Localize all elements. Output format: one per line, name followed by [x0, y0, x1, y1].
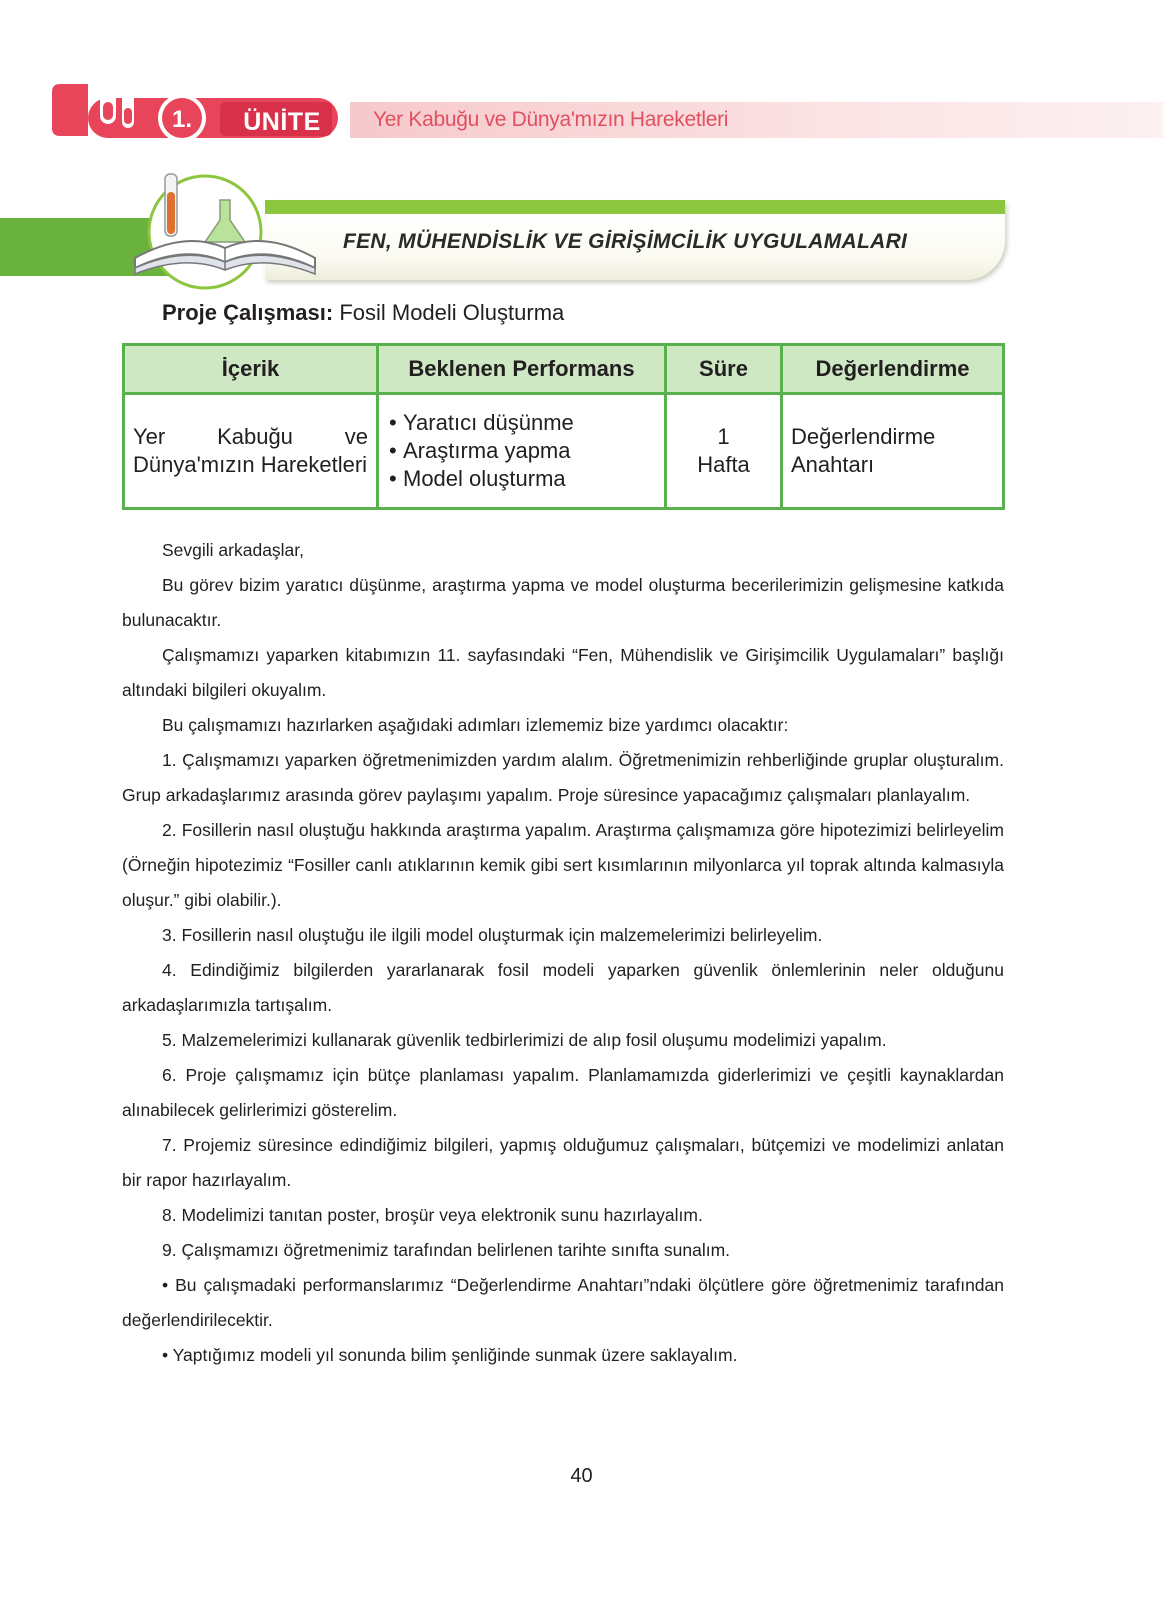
project-table [122, 343, 1005, 510]
header-icerik: İçerik [124, 345, 378, 394]
paragraph: Bu çalışmamızı hazırlarken aşağıdaki adımları izlememiz bize yardımcı olacaktır: [162, 715, 789, 735]
table-row [124, 394, 1004, 509]
cell-duration [666, 394, 782, 509]
duration-unit: Hafta [697, 452, 750, 477]
project-name: Fosil Modeli Oluşturma [339, 300, 565, 325]
unit-label: ÜNİTE [243, 108, 321, 136]
paragraph: Çalışmamızı yaparken kitabımızın 11. sayfasındaki “Fen, Mühendislik ve Girişimcilik Uygulamaları” başlığı altındaki bilgileri okuyalım. [122, 645, 1004, 700]
step-4: 4. Edindiğimiz bilgilerden yararlanarak fosil modeli yaparken güvenlik önlemlerinin neler olduğunu arkadaşlarımızla tartışalım. [122, 960, 1004, 1015]
body-text [122, 533, 1004, 1373]
list-item: • Araştırma yapma [387, 437, 656, 465]
step-8: 8. Modelimizi tanıtan poster, broşür veya elektronik sunu hazırlayalım. [162, 1205, 703, 1225]
cell-evaluation [782, 394, 1004, 509]
cell-performance [378, 394, 666, 509]
step-9: 9. Çalışmamızı öğretmenimiz tarafından belirlenen tarihte sınıfta sunalım. [162, 1240, 731, 1260]
unit-title: Yer Kabuğu ve Dünya'mızın Hareketleri [373, 108, 729, 131]
performance-list [387, 409, 656, 493]
list-item: • Yaratıcı düşünme [387, 409, 656, 437]
header-degerlendirme: Değerlendirme [782, 345, 1004, 394]
header-beklenen-performans: Beklenen Performans [378, 345, 666, 394]
paragraph-greeting: Sevgili arkadaşlar, [162, 540, 305, 560]
step-6: 6. Proje çalışmamız için bütçe planlaması yapalım. Planlamamızda giderlerimizi ve çeşitli kaynaklardan alınabilecek gelirlerimizi gösterelim. [122, 1065, 1004, 1120]
evaluation-text: Değerlendirme Anahtarı [791, 424, 936, 477]
note-evaluation: • Bu çalışmadaki performanslarımız “Değerlendirme Anahtarı”ndaki ölçütlere göre öğretmenimiz tarafından değerlendirilecektir. [122, 1275, 1004, 1330]
unit-number: 1. [171, 106, 192, 133]
cell-content [124, 394, 378, 509]
project-label: Proje Çalışması: [162, 300, 334, 325]
paragraph: Bu görev bizim yaratıcı düşünme, araştırma yapma ve model oluşturma becerilerimizin gelişmesine katkıda bulunacaktır. [122, 575, 1004, 630]
note-keep-model: • Yaptığımız modeli yıl sonunda bilim şenliğinde sunmak üzere saklayalım. [162, 1345, 738, 1365]
project-line [162, 300, 564, 326]
page-number: 40 [570, 1465, 593, 1487]
step-7: 7. Projemiz süresince edindiğimiz bilgileri, yapmış olduğumuz çalışmaları, bütçemizi ve modelimizi anlatan bir rapor hazırlayalım. [122, 1135, 1004, 1190]
section-title: FEN, MÜHENDİSLİK VE GİRİŞİMCİLİK UYGULAMALARI [343, 230, 908, 253]
open-book-flask-icon [125, 170, 325, 290]
step-2: 2. Fosillerin nasıl oluştuğu hakkında araştırma yapalım. Araştırma çalışmamıza göre hipotezimizi belirleyelim (Örneğin hipotezimiz “Fosiller canlı atıklarının kemik gibi sert kısımlarının milyonlarca yıl toprak altında kalmasıyla oluşur.” gibi olabilir.). [122, 820, 1004, 910]
table-header-row [124, 345, 1004, 394]
step-5: 5. Malzemelerimizi kullanarak güvenlik tedbirlerimizi de alıp fosil oluşumu modelimizi yapalım. [162, 1030, 887, 1050]
content-text: Yer Kabuğu ve Dünya'mızın Hareketleri [133, 424, 368, 477]
step-3: 3. Fosillerin nasıl oluştuğu ile ilgili model oluşturmak için malzemelerimizi belirleyelim. [162, 925, 823, 945]
step-1: 1. Çalışmamızı yaparken öğretmenimizden yardım alalım. Öğretmenimizin rehberliğinde gruplar oluşturalım. Grup arkadaşlarımız arasında görev paylaşımı yapalım. Proje süresince yapacağımız çalışmaları planlayalım. [122, 750, 1004, 805]
duration-number: 1 [717, 424, 730, 449]
header-sure: Süre [666, 345, 782, 394]
list-item: • Model oluşturma [387, 465, 656, 493]
